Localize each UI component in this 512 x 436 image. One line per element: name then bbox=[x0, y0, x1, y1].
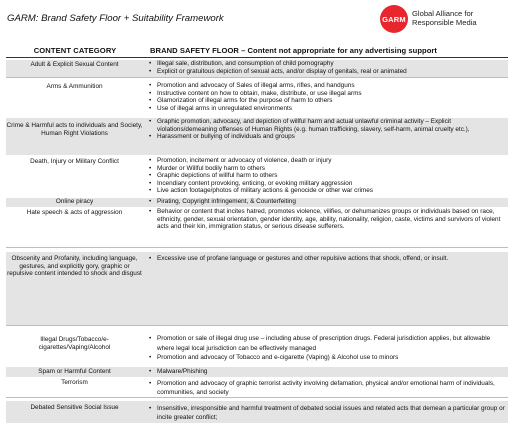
category-label: Adult & Explicit Sexual Content bbox=[30, 61, 119, 68]
floor-list bbox=[147, 157, 507, 195]
column-header-category: CONTENT CATEGORY bbox=[33, 46, 117, 55]
list-item: • Graphic promotion, advocacy, and depiction of willful harm and actual unlawful criminal activity – Explicit violations/demeaning offenses of Human Rights (e.g. human trafficking, slavery, self-harm, animal cruelty etc.), bbox=[147, 118, 507, 133]
category-label: Terrorism bbox=[61, 379, 88, 386]
floor-list bbox=[147, 404, 507, 422]
table-row bbox=[6, 157, 508, 198]
table-row bbox=[6, 60, 508, 78]
list-item: • Murder or Willful bodily harm to others bbox=[147, 165, 507, 173]
list-item: • Malware/Phishing bbox=[147, 368, 507, 376]
list-item: • Use of illegal arms in unregulated environments bbox=[147, 105, 507, 113]
floor-list bbox=[147, 368, 507, 376]
document-title: GARM: Brand Safety Floor + Suitability Framework bbox=[7, 13, 224, 24]
floor-list bbox=[147, 379, 507, 397]
list-item: • Explicit or gratuitous depiction of sexual acts, and/or display of genitals, real or animated bbox=[147, 68, 507, 76]
floor-list bbox=[147, 334, 507, 363]
floor-list bbox=[147, 118, 507, 141]
table-row bbox=[6, 367, 508, 377]
list-item: • Promotion or sale of illegal drug use – including abuse of prescription drugs. Federal jurisdiction applies, but allowable where legal local jurisdiction can be effectively managed bbox=[147, 334, 507, 353]
category-label: Spam or Harmful Content bbox=[38, 368, 111, 375]
list-item: • Promotion and advocacy of graphic terrorist activity involving defamation, physical and/or emotional harm of individuals, communities, and society bbox=[147, 379, 507, 397]
category-label: Online piracy bbox=[55, 198, 94, 205]
list-item: • Live action footage/photos of military actions & genocide or other war crimes bbox=[147, 187, 507, 195]
list-item: • Glamorization of illegal arms for the purpose of harm to others bbox=[147, 97, 507, 105]
category-label: Death, Injury or Military Conflict bbox=[30, 158, 119, 165]
category-label: Arms & Ammunition bbox=[46, 83, 103, 90]
organization-name: Global Alliance for Responsible Media bbox=[412, 9, 477, 27]
floor-list bbox=[147, 60, 507, 75]
category-label: Obscenity and Profanity, including language, gestures, and explicitly gory, graphic or repulsive content intended to shock and disgust bbox=[7, 255, 142, 278]
list-item: • Promotion and advocacy of Sales of illegal arms, rifles, and handguns bbox=[147, 82, 507, 90]
floor-list bbox=[147, 255, 507, 263]
table-row bbox=[6, 118, 508, 155]
table-row bbox=[6, 330, 508, 364]
column-header-floor: BRAND SAFETY FLOOR – Content not appropriate for any advertising support bbox=[150, 46, 437, 55]
header-divider bbox=[6, 57, 508, 58]
category-label: Illegal Drugs/Tobacco/e-cigarettes/Vaping/Alcohol bbox=[38, 336, 111, 351]
garm-logo: GARM bbox=[380, 5, 408, 33]
list-item: • Illegal sale, distribution, and consumption of child pornography bbox=[147, 60, 507, 68]
list-item: • Insensitive, irresponsible and harmful treatment of debated social issues and related acts that demean a particular group or incite greater conflict; bbox=[147, 404, 507, 422]
list-item: • Promotion, incitement or advocacy of violence, death or injury bbox=[147, 157, 507, 165]
table-row bbox=[6, 208, 508, 248]
list-item: • Pirating, Copyright infringement, & Counterfeiting bbox=[147, 198, 507, 206]
table-row bbox=[6, 252, 508, 326]
category-label: Crime & Harmful acts to individuals and Society, Human Right Violations bbox=[6, 122, 143, 137]
category-label: Debated Sensitive Social Issue bbox=[30, 404, 119, 411]
table-row bbox=[6, 82, 508, 116]
floor-list bbox=[147, 198, 507, 206]
floor-list bbox=[147, 82, 507, 112]
list-item: • Instructive content on how to obtain, make, distribute, or use illegal arms bbox=[147, 90, 507, 98]
table-row bbox=[6, 198, 508, 207]
list-item: • Behavior or content that incites hatred, promotes violence, vilifies, or dehumanizes groups or individuals based on race, ethnicity, gender, sexual orientation, gender identity, age, ability, nationality, religion, caste, victims and survivors of violent acts and their kin, immigration status, or serious disease sufferers. bbox=[147, 208, 507, 231]
category-label: Hate speech & acts of aggression bbox=[26, 209, 123, 216]
list-item: • Excessive use of profane language or gestures and other repulsive actions that shock, offend, or insult. bbox=[147, 255, 507, 263]
list-item: • Promotion and advocacy of Tobacco and e-cigarette (Vaping) & Alcohol use to minors bbox=[147, 353, 507, 363]
table-row bbox=[6, 401, 508, 423]
floor-list bbox=[147, 208, 507, 231]
list-item: • Graphic depictions of willful harm to others bbox=[147, 172, 507, 180]
table-row bbox=[6, 378, 508, 398]
list-item: • Harassment or bullying of individuals and groups bbox=[147, 133, 507, 141]
list-item: • Incendiary content provoking, enticing, or evoking military aggression bbox=[147, 180, 507, 188]
